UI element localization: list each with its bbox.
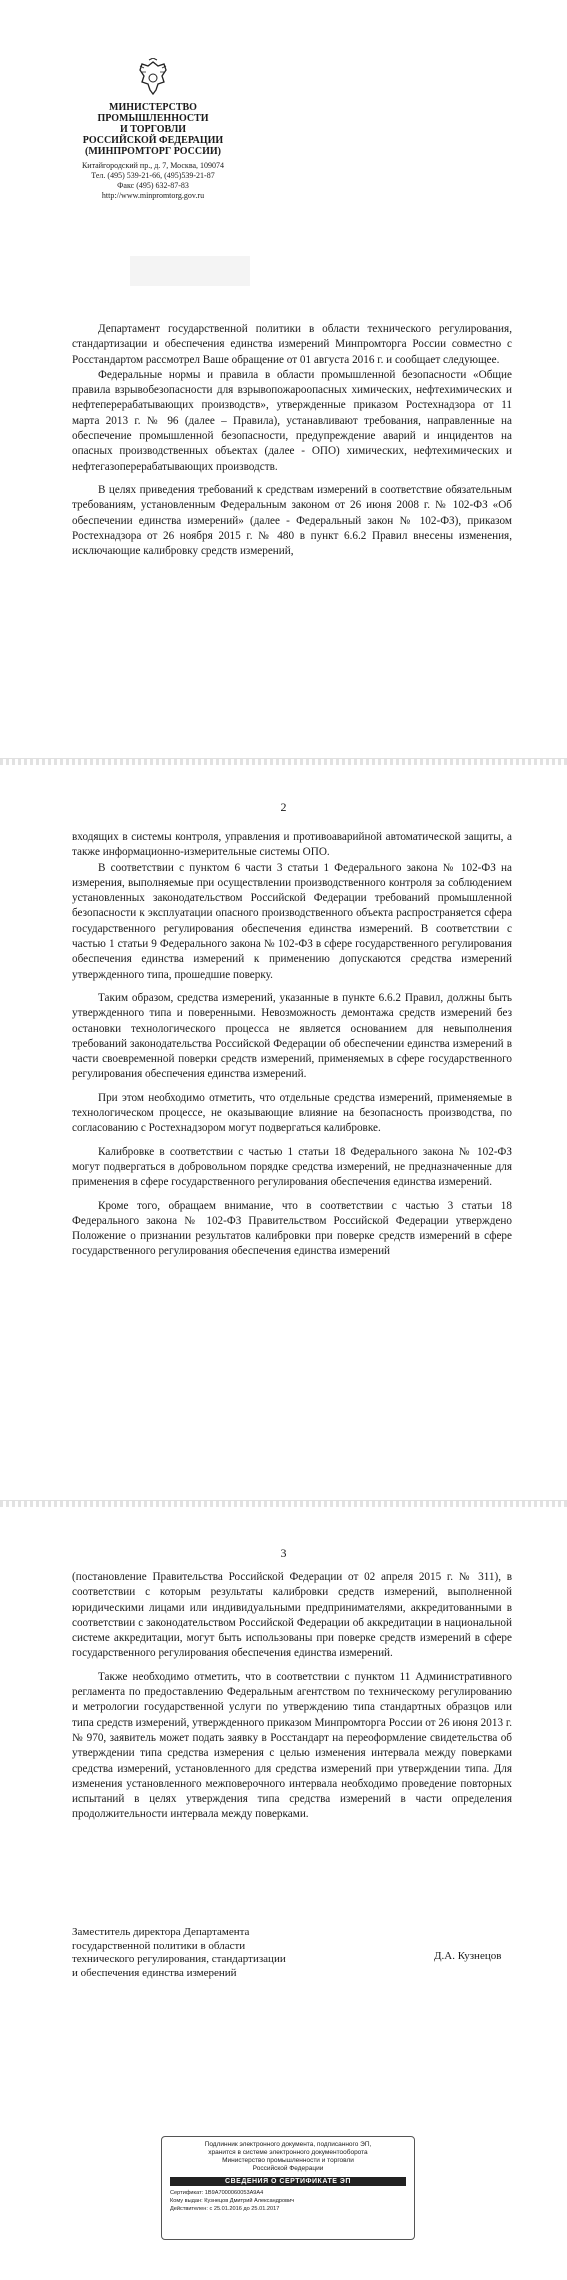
page-separator <box>0 1500 567 1507</box>
page-2-body <box>72 830 512 1260</box>
org-line: РОССИЙСКОЙ ФЕДЕРАЦИИ <box>82 135 224 146</box>
stamp-title: СВЕДЕНИЯ О СЕРТИФИКАТЕ ЭП <box>170 2177 406 2186</box>
paragraph: Кроме того, обращаем внимание, что в соответствии с частью 3 статьи 18 Федерального закона № 102-ФЗ Правительством Российской Федерации утверждено Положение о признании результатов калибровки при поверке средств измерений в сфере государственного регулирования обеспечения единства измерений <box>72 1199 512 1258</box>
website-link[interactable]: http://www.minpromtorg.gov.ru <box>101 191 205 200</box>
signer-title-line: Заместитель директора Департамента <box>72 1926 250 1938</box>
signer-name: Д.А. Кузнецов <box>434 1950 502 1962</box>
paragraph: Также необходимо отметить, что в соответствии с пунктом 11 Административного регламента по предоставлению Федеральным агентством по техническому регулированию и метрологии государственной услуги по утверждению типа стандартных образцов или типа средств измерений, утвержденного приказом Минпромторга России от 26 июня 2013 г. № 970, заявитель может подать заявку в Росстандарт на переоформление свидетельства об утверждении типа средства измерения с целью изменения интервала между поверками средства измерений, установленного для средства измерений при утверждении типа. Для изменения установленного межповерочного интервала необходимо проведение повторных испытаний в целях утверждения типа средства измерений в части определения продолжительности интервала между поверками. <box>72 1670 512 1821</box>
phone-line: Тел. (495) 539-21-66, (495)539-21-87 <box>91 171 215 180</box>
org-line: ПРОМЫШЛЕННОСТИ <box>97 113 209 124</box>
paragraph: Департамент государственной политики в области технического регулирования, стандартизации и обеспечения единства измерений Минпромторга России совместно с Росстандартом рассмотрел Ваше обращение от 01 августа 2016 г. и сообщает следующее. <box>72 323 512 366</box>
stamp-header-line: Подлинник электронного документа, подписанного ЭП, <box>204 2141 372 2148</box>
paragraph: (постановление Правительства Российской Федерации от 02 апреля 2015 г. № 311), в соответствии с которым результаты калибровки средств измерений, выполненной юридическими лицами или индивидуальными предпринимателями, аккредитованными в соответствии с законодательством Российской Федерации об аккредитации в национальной системе аккредитации, могут быть использованы при поверке средств измерений в сфере государственного регулирования обеспечения единства измерений. <box>72 1571 512 1660</box>
paragraph: При этом необходимо отметить, что отдельные средства измерений, применяемые в технологическом процессе, не оказывающие влияние на безопасность производства, по согласованию с Ростехнадзором могут подвергаться калибровке. <box>72 1091 512 1135</box>
org-line: И ТОРГОВЛИ <box>119 124 187 135</box>
paragraph: Калибровке в соответствии с частью 1 статьи 18 Федерального закона № 102-ФЗ могут подвергаться в добровольном порядке средства измерений, не предназначенные для применения в сфере государственного регулирования обеспечения единства измерений. <box>72 1145 512 1189</box>
paragraph: В соответствии с пунктом 6 части 3 статьи 1 Федерального закона № 102-ФЗ на измерения, выполняемые при осуществлении производственного контроля за соблюдением установленных законодательством Российской Федерации требований промышленной безопасности к эксплуатации опасного производственного объекта распространяется сфера государственного регулирования обеспечения единства измерений. В соответствии с частью 1 статьи 9 Федерального закона № 102-ФЗ в сфере государственного регулирования обеспечения единства измерений к применению допускаются средства измерений утвержденного типа, прошедшие поверку. <box>72 861 512 981</box>
org-line: МИНИСТЕРСТВО <box>109 102 197 113</box>
address-line: Китайгородский пр., д. 7, Москва, 109074 <box>81 161 225 170</box>
stamp-header-line: хранится в системе электронного документооборота <box>208 2149 368 2156</box>
ministry-name <box>78 102 228 157</box>
page-number: 2 <box>280 800 287 814</box>
signer-title-line: технического регулирования, стандартизации <box>72 1953 286 1965</box>
org-line: (МИНПРОМТОРГ РОССИИ) <box>85 146 221 157</box>
stamp-header-line: Российской Федерации <box>252 2165 324 2172</box>
certificate-validity: Действителен: с 25.01.2016 до 25.01.2017 <box>170 2206 280 2212</box>
page-1-body <box>72 322 512 559</box>
redacted-block <box>130 256 250 286</box>
stamp-header-line: Министерство промышленности и торговли <box>222 2157 354 2164</box>
paragraph: Федеральные нормы и правила в области промышленной безопасности «Общие правила взрывобезопасности для взрывопожароопасных химических, нефтехимических и нефтеперерабатывающих производств», утвержденные приказом Ростехнадзора от 11 марта 2013 г. № 96 (далее – Правила), устанавливают требования, направленные на обеспечение промышленной безопасности, предупреждение аварий и инцидентов на опасных производственных объектах (далее - ОПО) химических, нефтехимических и нефтегазоперерабатывающих производств. <box>72 368 512 473</box>
signer-title-line: и обеспечения единства измерений <box>72 1966 237 1979</box>
certificate-number: Сертификат: 1B9A7000060053A9A4 <box>170 2190 264 2196</box>
page-number: 3 <box>280 1546 287 1560</box>
letterhead <box>78 58 228 201</box>
page-2 <box>0 766 567 1486</box>
paragraph: В целях приведения требований к средствам измерений в соответствие обязательным требованиям, установленным Федеральным законом от 26 июня 2008 г. № 102-ФЗ «Об обеспечении единства измерений» (далее - Федеральный закон № 102-ФЗ), приказом Ростехнадзора от 26 ноября 2015 г. № 480 в пункт 6.6.2 Правил внесены изменения, исключающие калибровку средств измерений, <box>72 483 512 558</box>
stamp-header <box>162 2141 414 2173</box>
e-signature-stamp <box>161 2136 415 2240</box>
fax-line: Факс (495) 632-87-83 <box>117 181 189 190</box>
signer-title-line: государственной политики в области <box>72 1939 246 1952</box>
paragraph: Таким образом, средства измерений, указанные в пункте 6.6.2 Правил, должны быть утвержденного типа и поверенными. Невозможность демонтажа средств измерений без остановки технологического процесса не является основанием для невыполнения требований законодательства Российской Федерации об обеспечении единства измерений в части своевременной поверки средств измерений, применяемых в сфере государственного регулирования обеспечения единства измерений. <box>72 991 512 1081</box>
coat-of-arms-icon <box>136 58 170 96</box>
page-separator <box>0 758 567 765</box>
ministry-address <box>78 161 228 201</box>
page-3-body <box>72 1570 512 1823</box>
certificate-owner: Кому выдан: Кузнецов Дмитрий Александрович <box>170 2198 295 2204</box>
page-1 <box>0 0 567 782</box>
paragraph: входящих в системы контроля, управления и противоаварийной автоматической защиты, а также информационно-измерительные системы ОПО. <box>72 831 512 859</box>
